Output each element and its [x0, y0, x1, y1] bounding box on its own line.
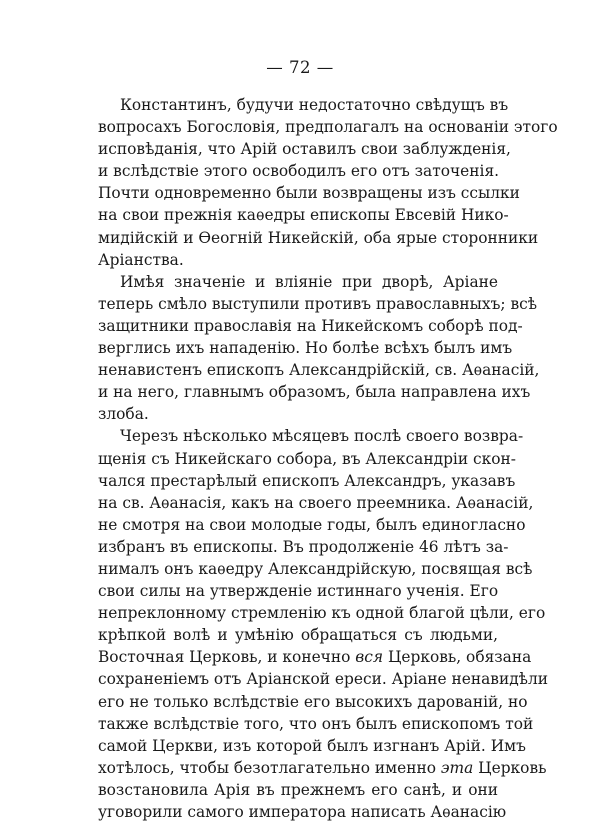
paragraph-2 [98, 271, 540, 426]
page-number: — 72 — [266, 58, 334, 77]
text-line: Черезъ нѣсколько мѣсяцевъ послѣ своего возвра- [120, 427, 524, 446]
text-line: крѣпкой волѣ и умѣнію обращаться съ людьми, [98, 626, 498, 645]
text-line: теперь смѣло выступили противъ православныхъ; всѣ [98, 294, 538, 313]
text-line: также вслѣдствіе того, что онъ былъ епископомъ той [98, 714, 534, 733]
text-line: на свои прежнія каѳедры епископы Евсевій Нико- [98, 206, 509, 225]
emphasized-word: вся [355, 648, 384, 667]
text-line: сохраненіемъ отъ Аріанской ереси. Аріане ненавидѣли [98, 670, 548, 689]
text-line: нималъ онъ каѳедру Александрійскую, посвящая всѣ [98, 559, 533, 578]
text-line: Почти одновременно были возвращены изъ ссылки [98, 184, 520, 203]
paragraph-3 [98, 425, 548, 823]
text-line: не смотря на свои молодые годы, былъ единогласно [98, 515, 526, 534]
text-line: Константинъ, будучи недостаточно свѣдущъ въ [120, 96, 509, 114]
text-line: хотѣлось, чтобы безотлагательно именно эта Церковь [98, 758, 547, 777]
text-line: избранъ въ епископы. Въ продолженіе 46 лѣтъ за- [98, 537, 509, 556]
text-line: щенія съ Никейскаго собора, въ Александріи скон- [98, 449, 516, 468]
text-line: на св. Аѳанасія, какъ на своего преемника. Аѳанасій, [98, 493, 534, 512]
text-line: непреклонному стремленію къ одной благой цѣли, его [98, 604, 546, 623]
text-line: Восточная Церковь, и конечно вся Церковь, обязана [98, 648, 532, 667]
text-line: защитники православія на Никейскомъ соборѣ под- [98, 316, 523, 335]
text-line: и вслѣдствіе этого освободилъ его отъ заточенія. [98, 162, 500, 181]
emphasized-word: эта [440, 758, 474, 777]
text-line: чался престарѣлый епископъ Александръ, указавъ [98, 471, 516, 490]
text-line: ненавистенъ епископъ Александрійскій, св. Аѳанасій, [98, 361, 540, 380]
text-line: свои силы на утвержденіе истиннаго ученія. Его [98, 582, 499, 601]
text-line: исповѣданія, что Арій оставилъ свои заблужденія, [98, 140, 511, 159]
text-line: уговорили самого императора написать Аѳанасію [98, 803, 507, 821]
text-line: злоба. [98, 405, 149, 424]
paragraph-1 [98, 94, 558, 271]
text-line: Аріанства. [98, 250, 184, 269]
text-line: самой Церкви, изъ которой былъ изгнанъ Арій. Имъ [98, 736, 526, 755]
text-line: и на него, главнымъ образомъ, была направлена ихъ [98, 383, 531, 402]
text-line: Имѣя значеніе и вліяніе при дворѣ, Аріане [120, 272, 498, 291]
body-text [98, 94, 558, 823]
text-line: его не только вслѣдствіе его высокихъ дарованій, но [98, 692, 528, 711]
text-line: вопросахъ Богословія, предполагалъ на основаніи этого [98, 118, 558, 137]
text-line: мидійскій и Ѳеогній Никейскій, оба ярые сторонники [98, 228, 539, 247]
text-line: возстановила Арія въ прежнемъ его санѣ, и они [98, 780, 498, 799]
text-line: верглись ихъ нападенію. Но болѣе всѣхъ былъ имъ [98, 339, 513, 358]
